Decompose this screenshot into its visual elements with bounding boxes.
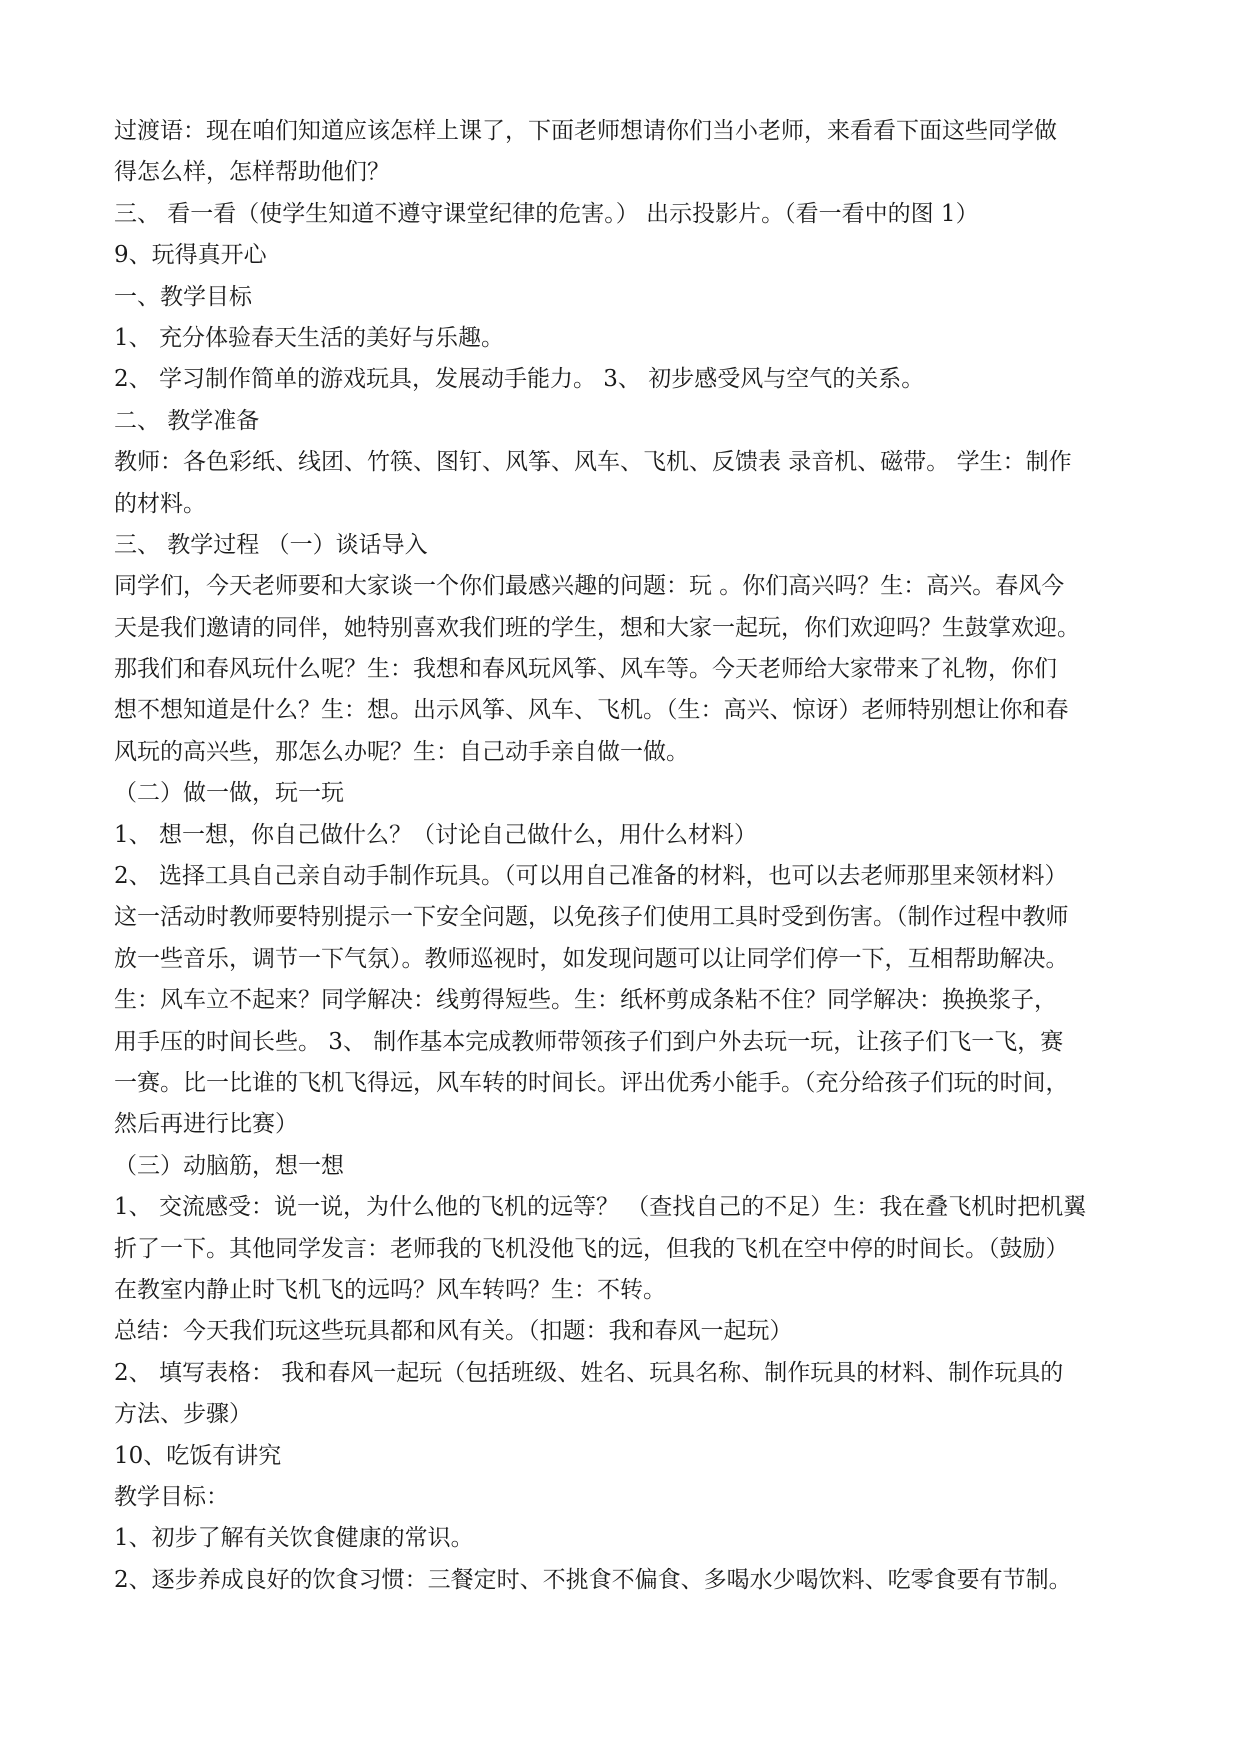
section-heading: 三、 看一看（使学生知道不遵守课堂纪律的危害。） 出示投影片。（看一看中的图 1）	[114, 200, 979, 227]
text-line: 一赛。比一比谁的飞机飞得远，风车转的时间长。评出优秀小能手。（充分给孩子们玩的时间，	[114, 1069, 1069, 1096]
section-heading: 二、 教学准备	[114, 407, 260, 434]
text-line: 的材料。	[114, 490, 206, 517]
text-line: 同学们，今天老师要和大家谈一个你们最感兴趣的问题：玩 。你们高兴吗？生：高兴。春风今	[114, 573, 1065, 600]
section-heading: 三、 教学过程 （一）谈话导入	[114, 531, 428, 558]
subsection-heading: （三）动脑筋，想一想	[114, 1152, 344, 1179]
text-line: 这一活动时教师要特别提示一下安全问题，以免孩子们使用工具时受到伤害。（制作过程中教师	[114, 904, 1069, 931]
list-item: 2、逐步养成良好的饮食习惯：三餐定时、不挑食不偏食、多喝水少喝饮料、吃零食要有节制。	[114, 1566, 1072, 1593]
text-line: 生：风车立不起来？同学解决：线剪得短些。生：纸杯剪成条粘不住？同学解决：换换浆子，	[114, 987, 1057, 1014]
lesson-title: 10、吃饭有讲究	[114, 1442, 282, 1469]
text-line: 用手压的时间长些。 3、 制作基本完成教师带领孩子们到户外去玩一玩，让孩子们飞一飞，赛	[114, 1028, 1064, 1055]
subsection-heading: （二）做一做，玩一玩	[114, 780, 344, 807]
text-line: 过渡语：现在咱们知道应该怎样上课了，下面老师想请你们当小老师，来看看下面这些同学做	[114, 118, 1057, 144]
section-heading: 一、教学目标	[114, 283, 252, 310]
text-line: 然后再进行比赛）	[114, 1111, 298, 1138]
list-item: 2、 学习制作简单的游戏玩具，发展动手能力。 3、 初步感受风与空气的关系。	[114, 366, 925, 393]
text-line: 天是我们邀请的同伴，她特别喜欢我们班的学生，想和大家一起玩，你们欢迎吗？生鼓掌欢迎。	[114, 614, 1080, 641]
text-line: 折了一下。其他同学发言：老师我的飞机没他飞的远，但我的飞机在空中停的时间长。（鼓励）	[114, 1235, 1069, 1262]
text-line: 得怎么样，怎样帮助他们？	[114, 159, 390, 186]
text-line: 那我们和春风玩什么呢？生：我想和春风玩风筝、风车等。今天老师给大家带来了礼物，你们	[114, 656, 1057, 683]
text-line: 教师：各色彩纸、线团、竹筷、图钉、风筝、风车、飞机、反馈表 录音机、磁带。 学生：制作	[114, 449, 1072, 476]
document-page	[114, 111, 1144, 1601]
list-item: 1、 充分体验春天生活的美好与乐趣。	[114, 324, 504, 351]
section-heading: 教学目标：	[114, 1483, 229, 1510]
text-line: 风玩的高兴些，那怎么办呢？生：自己动手亲自做一做。	[114, 738, 689, 765]
text-line: 放一些音乐，调节一下气氛）。教师巡视时，如发现问题可以让同学们停一下，互相帮助解决。	[114, 945, 1069, 972]
list-item: 2、 选择工具自己亲自动手制作玩具。（可以用自己准备的材料，也可以去老师那里来领材料）	[114, 863, 1068, 890]
text-line: 在教室内静止时飞机飞的远吗？风车转吗？生：不转。	[114, 1276, 666, 1303]
text-line: 想不想知道是什么？生：想。出示风筝、风车、飞机。（生：高兴、惊讶）老师特别想让你和春	[114, 697, 1069, 724]
lesson-title: 9、玩得真开心	[114, 242, 267, 269]
list-item: 1、 想一想，你自己做什么？（讨论自己做什么，用什么材料）	[114, 821, 757, 848]
list-item: 1、初步了解有关饮食健康的常识。	[114, 1525, 474, 1552]
list-item: 2、 填写表格： 我和春风一起玩（包括班级、姓名、玩具名称、制作玩具的材料、制作玩具的	[114, 1359, 1064, 1386]
text-line: 方法、步骤）	[114, 1401, 252, 1428]
list-item: 1、 交流感受：说一说，为什么他的飞机的远等？ （查找自己的不足）生：我在叠飞机时把机翼	[114, 1194, 1087, 1221]
text-line: 总结：今天我们玩这些玩具都和风有关。（扣题：我和春风一起玩）	[114, 1318, 793, 1345]
